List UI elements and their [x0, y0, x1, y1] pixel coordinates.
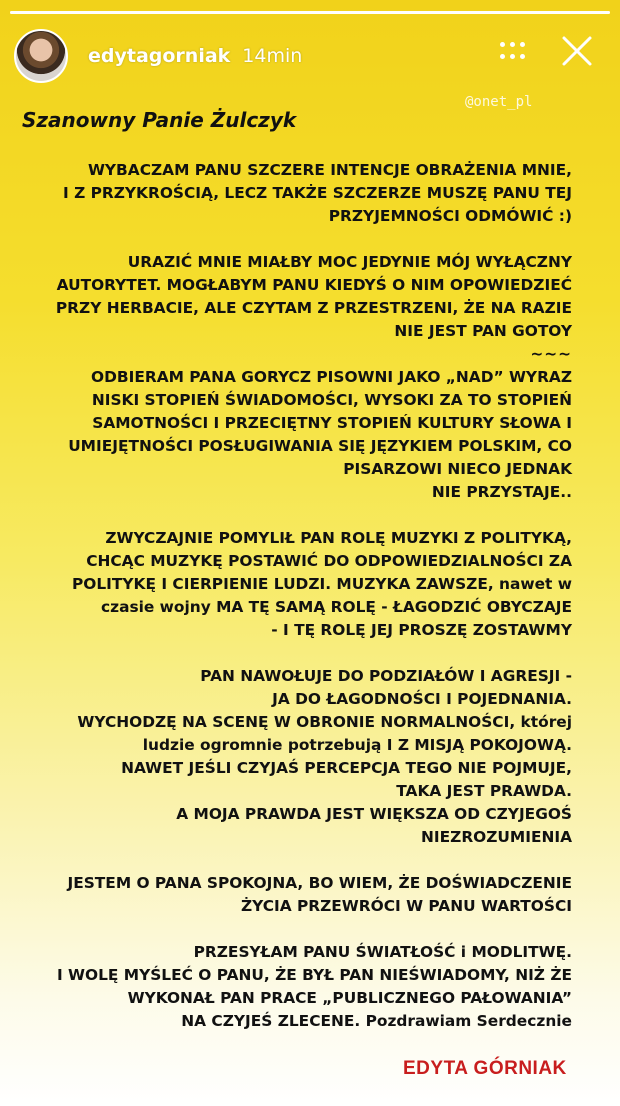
paragraph-gap	[12, 228, 572, 251]
letter-line: UMIEJĘTNOŚCI POSŁUGIWANIA SIĘ JĘZYKIEM POLSKIM, CO	[68, 437, 572, 455]
letter-line: TAKA JEST PRAWDA.	[396, 782, 572, 800]
letter-greeting: Szanowny Panie Żulczyk	[22, 108, 297, 132]
letter-line: ludzie ogromnie potrzebują I Z MISJĄ POKOJOWĄ.	[142, 736, 572, 754]
letter-line: JA DO ŁAGODNOŚCI I POJEDNANIA.	[272, 690, 572, 708]
letter-line: PRZYJEMNOŚCI ODMÓWIĆ :)	[328, 207, 572, 225]
letter-line: PISARZOWI NIECO JEDNAK	[343, 460, 572, 478]
letter-line: CHCĄC MUZYKĘ POSTAWIĆ DO ODPOWIEDZIALNOŚCI ZA	[86, 552, 572, 570]
story-progress-bar	[10, 11, 610, 14]
avatar[interactable]	[14, 29, 68, 83]
paragraph-gap	[12, 504, 572, 527]
close-icon[interactable]	[558, 32, 596, 70]
letter-line: czasie wojny MA TĘ SAMĄ ROLĘ - ŁAGODZIĆ OBYCZAJE	[100, 598, 572, 616]
paragraph-gap	[12, 918, 572, 941]
letter-line: ODBIERAM PANA GORYCZ PISOWNI JAKO „NAD” WYRAZ	[91, 368, 572, 386]
letter-line: - I TĘ ROLĘ JEJ PROSZĘ ZOSTAWMY	[271, 621, 572, 639]
letter-line: NIE PRZYSTAJE..	[431, 483, 572, 501]
letter-line: NIEZROZUMIENIA	[421, 828, 572, 846]
letter-line: I WOLĘ MYŚLEĆ O PANU, ŻE BYŁ PAN NIEŚWIADOMY, NIŻ ŻE	[56, 966, 572, 984]
letter-line: POLITYKĘ I CIERPIENIE LUDZI. MUZYKA ZAWSZE, nawet w	[72, 575, 572, 593]
letter-line: AUTORYTET. MOGŁABYM PANU KIEDYŚ O NIM OPOWIEDZIEĆ	[56, 276, 572, 294]
story-header	[14, 28, 610, 84]
letter-line: ŻYCIA PRZEWRÓCI W PANU WARTOŚCI	[240, 897, 572, 915]
letter-body	[12, 159, 572, 1033]
paragraph-gap	[12, 642, 572, 665]
letter-line: PRZY HERBACIE, ALE CZYTAM Z PRZESTRZENI, ŻE NA RAZIE	[55, 299, 572, 317]
letter-line: WYKONAŁ PAN PRACE „PUBLICZNEGO PAŁOWANIA”	[127, 989, 572, 1007]
letter-line: NIE JEST PAN GOTOY	[394, 322, 572, 340]
story-progress-fill	[10, 11, 610, 14]
letter-line: PAN NAWOŁUJE DO PODZIAŁÓW I AGRESJI -	[200, 667, 572, 685]
letter-line: NISKI STOPIEŃ ŚWIADOMOŚCI, WYSOKI ZA TO STOPIEŃ	[91, 391, 572, 409]
letter-line: WYBACZAM PANU SZCZERE INTENCJE OBRAŻENIA MNIE,	[87, 161, 572, 179]
letter-line: ZWYCZAJNIE POMYLIŁ PAN ROLĘ MUZYKI Z POLITYKĄ,	[105, 529, 572, 547]
letter-line: NAWET JEŚLI CZYJAŚ PERCEPCJA TEGO NIE POJMUJE,	[121, 759, 572, 777]
letter-line: URAZIĆ MNIE MIAŁBY MOC JEDYNIE MÓJ WYŁĄCZNY	[127, 253, 572, 271]
paragraph-gap	[12, 849, 572, 872]
section-separator: ~~~	[530, 345, 572, 363]
letter-line: PRZESYŁAM PANU ŚWIATŁOŚĆ i MODLITWĘ.	[193, 943, 572, 961]
username[interactable]: edytagorniak	[88, 45, 231, 67]
letter-line: SAMOTNOŚCI I PRZECIĘTNY STOPIEŃ KULTURY SŁOWA I	[92, 414, 572, 432]
letter-line: A MOJA PRAWDA JEST WIĘKSZA OD CZYJEGOŚ	[176, 805, 572, 823]
signature: EDYTA GÓRNIAK	[403, 1058, 567, 1079]
more-options-icon[interactable]	[500, 42, 526, 62]
letter-line: NA CZYJEŚ ZLECENE. Pozdrawiam Serdecznie	[181, 1012, 572, 1030]
watermark: @onet_pl	[465, 94, 533, 110]
letter-line: WYCHODZĘ NA SCENĘ W OBRONIE NORMALNOŚCI, której	[77, 713, 572, 731]
letter-line: JESTEM O PANA SPOKOJNA, BO WIEM, ŻE DOŚWIADCZENIE	[67, 874, 572, 892]
letter-line: I Z PRZYKROŚCIĄ, LECZ TAKŻE SZCZERZE MUSZĘ PANU TEJ	[63, 184, 572, 202]
time-ago: 14min	[242, 45, 303, 67]
